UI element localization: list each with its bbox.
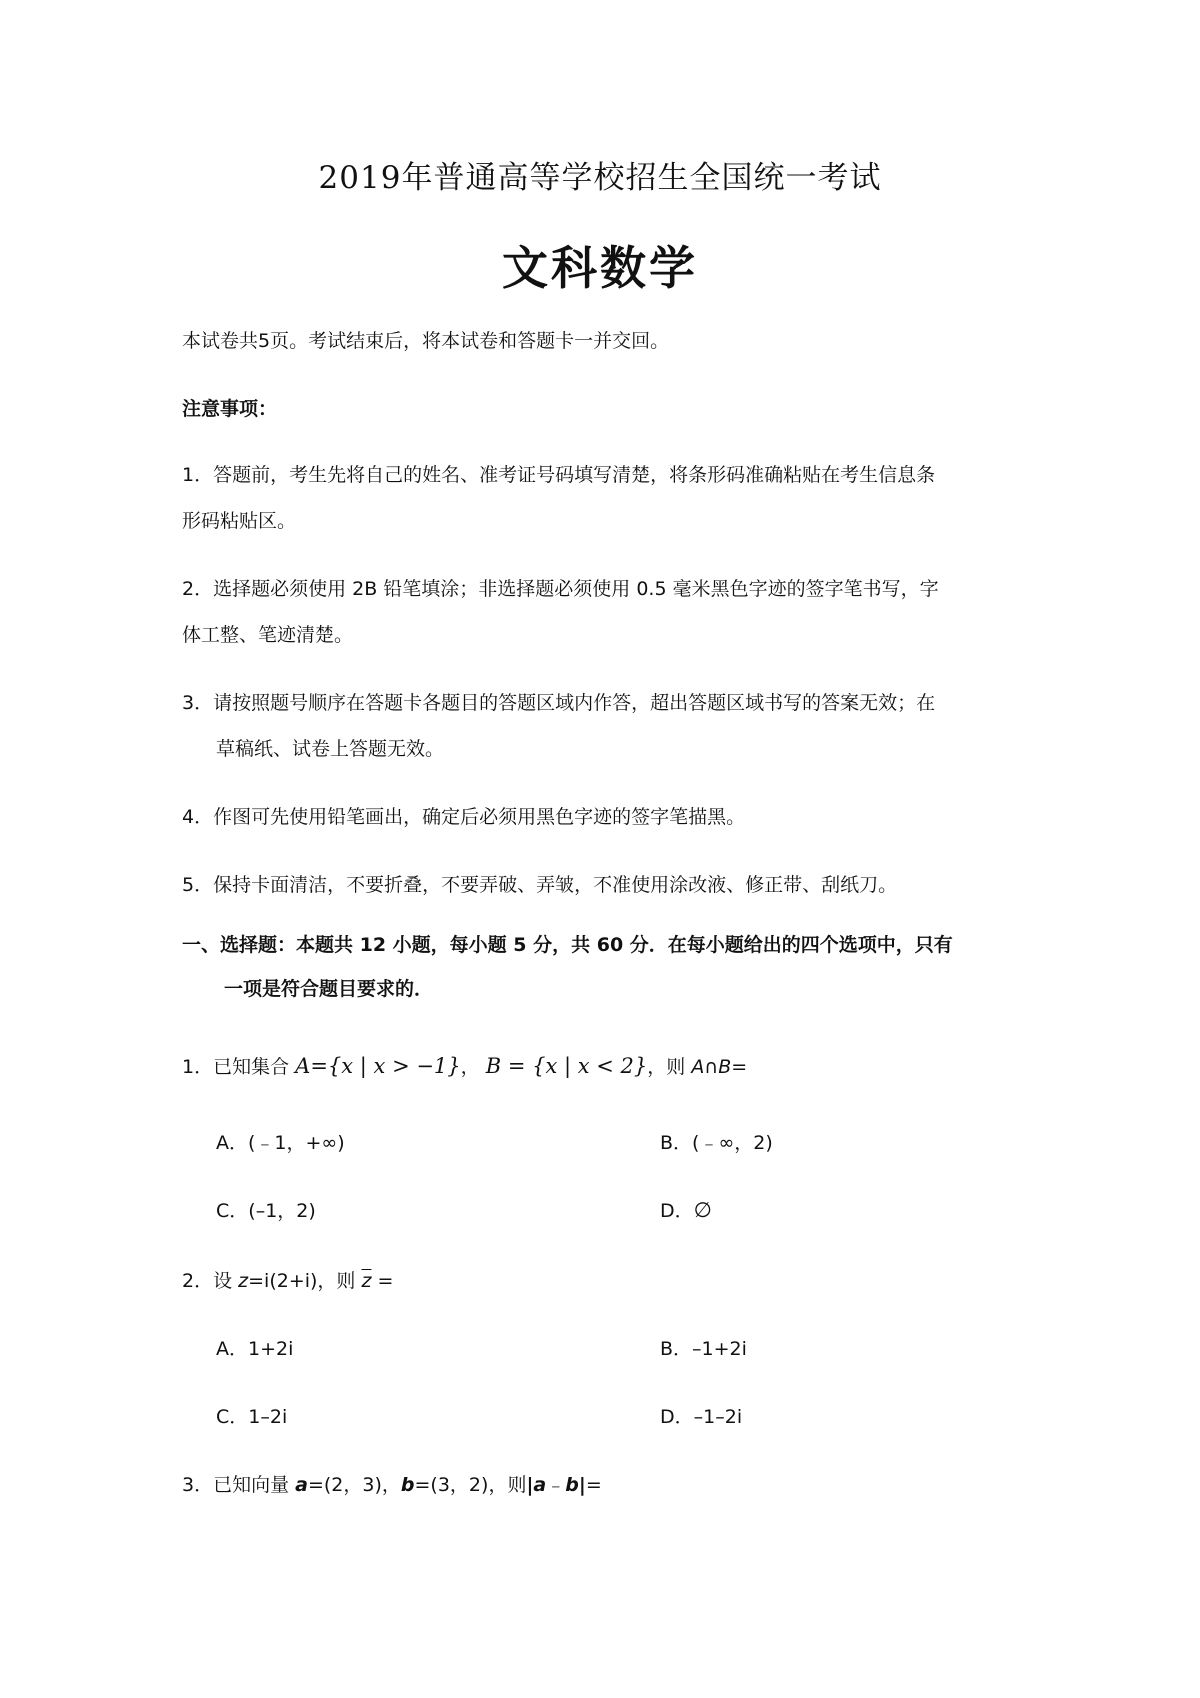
question-number: 1． bbox=[182, 1056, 214, 1078]
question-text-suffix: = bbox=[371, 1270, 394, 1292]
option-text: –1–2i bbox=[693, 1406, 743, 1428]
question-1 bbox=[182, 1052, 747, 1079]
option-label: D． bbox=[660, 1406, 694, 1428]
conjugate-z: $\overline{z}$ bbox=[361, 1270, 372, 1292]
note-3-cont: 草稿纸、试卷上答题无效。 bbox=[216, 738, 445, 760]
note-4 bbox=[182, 802, 745, 829]
set-a-expression: A={x | x > −1} bbox=[295, 1054, 461, 1078]
vector-a: a bbox=[295, 1474, 308, 1496]
note-3 bbox=[182, 688, 935, 715]
note-number: 2． bbox=[182, 578, 214, 600]
separator: ， bbox=[460, 1056, 480, 1078]
note-number: 3． bbox=[182, 692, 214, 714]
section-heading: 一、选择题：本题共 12 小题，每小题 5 分，共 60 分．在每小题给出的四个选项中，只有 bbox=[182, 934, 953, 956]
option-2c bbox=[216, 1402, 287, 1429]
option-label: B． bbox=[660, 1132, 693, 1154]
abs-close: | bbox=[578, 1474, 586, 1496]
option-text: –1+2i bbox=[692, 1338, 747, 1360]
option-label: B． bbox=[660, 1338, 693, 1360]
option-label: A． bbox=[216, 1338, 248, 1360]
option-text: (﹣1，+∞) bbox=[248, 1132, 345, 1154]
intro-text: 本试卷共5页。考试结束后，将本试卷和答题卡一并交回。 bbox=[182, 330, 670, 352]
note-2 bbox=[182, 574, 939, 601]
option-2b bbox=[660, 1334, 747, 1361]
question-text: 已知向量 bbox=[213, 1474, 296, 1496]
vector-b-value: =(3，2)，则 bbox=[414, 1474, 527, 1496]
variable-z: z bbox=[238, 1270, 249, 1292]
vector-b: b bbox=[400, 1474, 415, 1496]
note-number: 1． bbox=[182, 464, 214, 486]
option-label: C． bbox=[216, 1406, 249, 1428]
exam-title: 2019年普通高等学校招生全国统一考试 bbox=[318, 160, 882, 196]
question-number: 2． bbox=[182, 1270, 214, 1292]
vector-b-ref: b bbox=[565, 1474, 579, 1496]
question-text-suffix: ，则 bbox=[647, 1056, 686, 1078]
notes-heading: 注意事项： bbox=[182, 398, 278, 420]
vector-a-value: =(2，3)， bbox=[307, 1474, 401, 1496]
note-2-cont: 体工整、笔迹清楚。 bbox=[182, 624, 354, 646]
note-number: 4． bbox=[182, 806, 214, 828]
equals-sign: = bbox=[585, 1474, 602, 1496]
note-5 bbox=[182, 870, 897, 897]
note-1 bbox=[182, 460, 935, 487]
note-text: 答题前，考生先将自己的姓名、准考证号码填写清楚，将条形码准确粘贴在考生信息条 bbox=[213, 464, 936, 486]
question-text: 已知集合 bbox=[213, 1056, 290, 1078]
question-number: 3． bbox=[182, 1474, 214, 1496]
empty-set-symbol: ∅ bbox=[693, 1198, 712, 1222]
question-expression: =i(2+i)，则 bbox=[248, 1270, 362, 1292]
note-1-cont: 形码粘贴区。 bbox=[182, 510, 297, 532]
option-2a bbox=[216, 1334, 293, 1361]
question-3 bbox=[182, 1470, 602, 1497]
option-text: 1+2i bbox=[248, 1338, 294, 1360]
abs-open: | bbox=[526, 1474, 534, 1496]
option-text: (–1，2) bbox=[248, 1200, 316, 1222]
intersection-expression: A∩B= bbox=[691, 1056, 748, 1078]
question-2 bbox=[182, 1266, 393, 1293]
note-text: 选择题必须使用 2B 铅笔填涂；非选择题必须使用 0.5 毫米黑色字迹的签字笔书写，字 bbox=[213, 578, 939, 600]
set-b-expression: B = {x | x < 2} bbox=[485, 1054, 648, 1078]
option-text: (﹣∞，2) bbox=[692, 1132, 773, 1154]
option-text: 1–2i bbox=[248, 1406, 288, 1428]
option-1b bbox=[660, 1128, 773, 1155]
question-text: 设 bbox=[213, 1270, 239, 1292]
option-1a bbox=[216, 1128, 345, 1155]
option-2d bbox=[660, 1402, 742, 1429]
option-label: C． bbox=[216, 1200, 249, 1222]
note-number: 5． bbox=[182, 874, 214, 896]
minus-sign: ﹣ bbox=[546, 1474, 566, 1496]
note-text: 请按照题号顺序在答题卡各题目的答题区域内作答，超出答题区域书写的答案无效；在 bbox=[213, 692, 936, 714]
option-1c bbox=[216, 1196, 316, 1223]
note-text: 作图可先使用铅笔画出，确定后必须用黑色字迹的签字笔描黑。 bbox=[213, 806, 746, 828]
note-text: 保持卡面清洁，不要折叠，不要弄破、弄皱，不准使用涂改液、修正带、刮纸刀。 bbox=[213, 874, 898, 896]
section-heading-cont: 一项是符合题目要求的． bbox=[224, 978, 434, 1000]
subject-title: 文科数学 bbox=[502, 241, 698, 295]
vector-a-ref: a bbox=[533, 1474, 547, 1496]
option-1d bbox=[660, 1196, 712, 1223]
option-label: A． bbox=[216, 1132, 248, 1154]
option-label: D． bbox=[660, 1200, 694, 1222]
